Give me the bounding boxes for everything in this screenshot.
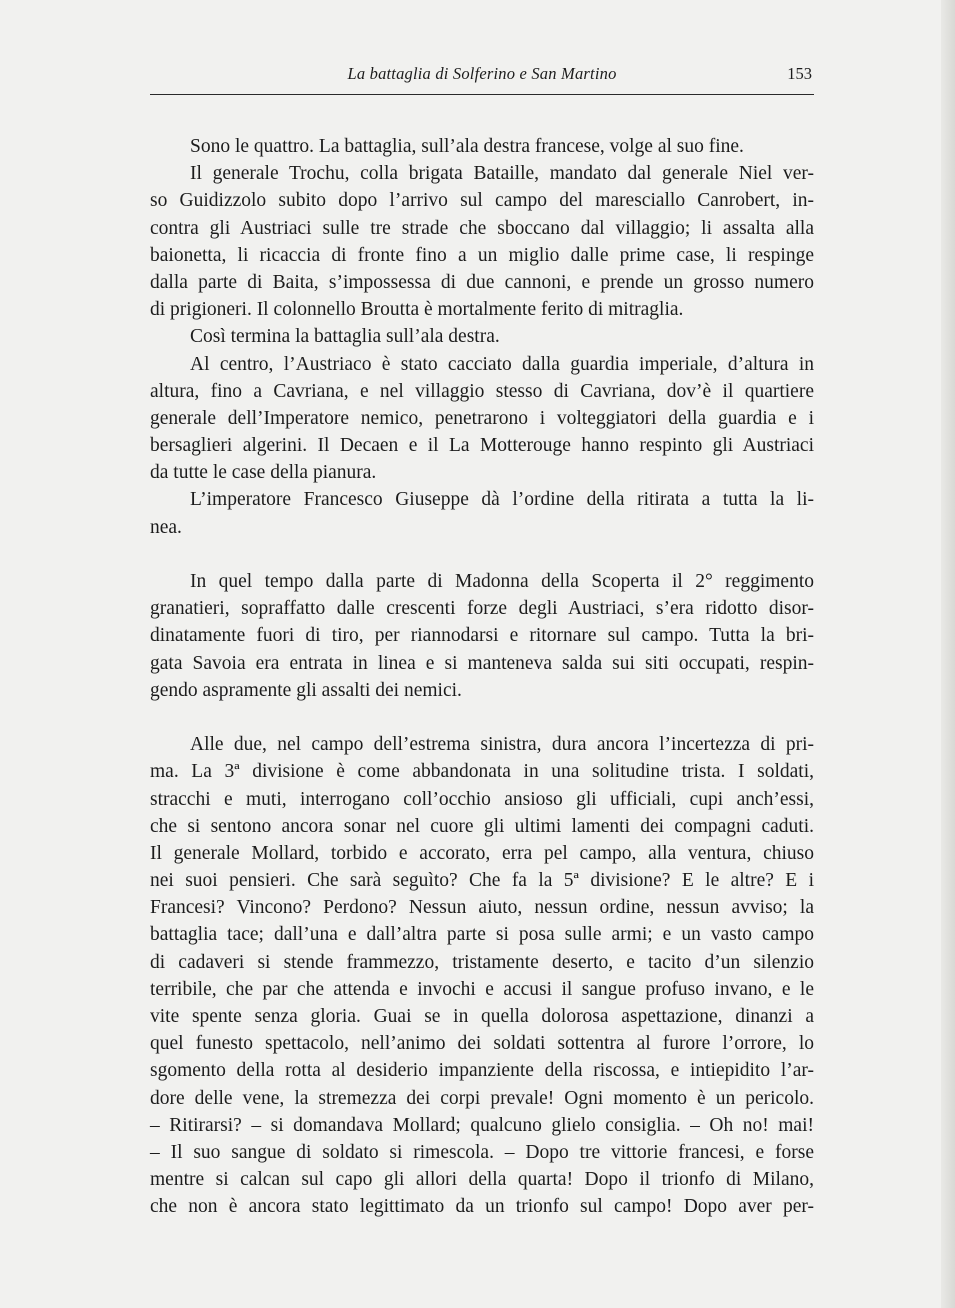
text-line: che si sentono ancora sonar nel cuore gli ultimi lamenti dei compagni caduti. — [150, 815, 814, 837]
text-line: sgomento della rotta al desiderio impanziente della riscossa, e intiepidito l’ar- — [150, 1060, 814, 1082]
text-line: Al centro, l’Austriaco è stato cacciato dalla guardia imperiale, d’altura in — [190, 353, 814, 375]
text-line: dalla parte di Baita, s’impossessa di due cannoni, e prende un grosso numero — [150, 271, 814, 293]
body-text — [150, 133, 814, 1221]
text-line: di prigioneri. Il colonnello Broutta è mortalmente ferito di mitraglia. — [150, 299, 684, 321]
scan-page-edge — [941, 0, 955, 1308]
text-line: ma. La 3ª divisione è come abbandonata in una solitudine trista. I soldati, — [150, 761, 814, 783]
text-line: L’imperatore Francesco Giuseppe dà l’ordine della ritirata a tutta la li- — [190, 489, 814, 511]
paragraph-gap — [150, 541, 814, 568]
text-line: granatieri, sopraffatto dalle crescenti forze degli Austriaci, s’era ridotto disor- — [150, 598, 814, 620]
text-line: bersaglieri algerini. Il Decaen e il La Motterouge hanno respinto gli Austriaci — [150, 435, 814, 457]
text-line: che non è ancora stato legittimato da un trionfo sul campo! Dopo aver per- — [150, 1196, 814, 1218]
text-line: battaglia tace; dall’una e dall’altra parte si posa sulle armi; e un vasto campo — [150, 924, 814, 946]
text-line: so Guidizzolo subito dopo l’arrivo sul campo del maresciallo Canrobert, in- — [150, 190, 814, 212]
text-line: – Il suo sangue di soldato si rimescola. – Dopo tre vittorie francesi, e forse — [150, 1141, 814, 1163]
text-line: contra gli Austriaci sulle tre strade che sboccano dal villaggio; li assalta alla — [150, 217, 814, 239]
running-title: La battaglia di Solferino e San Martino — [347, 64, 617, 83]
text-line: – Ritirarsi? – si domandava Mollard; qualcuno glielo consiglia. – Oh no! mai! — [150, 1114, 814, 1136]
text-line: Sono le quattro. La battaglia, sull’ala destra francese, volge al suo fine. — [190, 136, 744, 157]
text-line: gendo aspramente gli assalti dei nemici. — [150, 679, 462, 701]
text-line: gata Savoia era entrata in linea e si manteneva salda sui siti occupati, respin- — [150, 652, 814, 674]
text-line: da tutte le case della pianura. — [150, 462, 377, 484]
text-line: Alle due, nel campo dell’estrema sinistra, dura ancora l’incertezza di pri- — [190, 734, 814, 756]
text-line: terribile, che par che attenda e invochi e accusi il sangue profuso invano, e le — [150, 978, 814, 1000]
running-header — [150, 64, 814, 95]
text-line: quel funesto spettacolo, nell’animo dei soldati sottentra al furore l’orrore, lo — [150, 1033, 814, 1055]
text-line: Così termina la battaglia sull’ala destra. — [190, 326, 500, 348]
text-line: Francesi? Vincono? Perdono? Nessun aiuto, nessun ordine, nessun avviso; la — [150, 897, 814, 919]
text-line: di cadaveri si stende frammezzo, tristamente deserto, e tacito d’un silenzio — [150, 951, 814, 973]
text-line: In quel tempo dalla parte di Madonna della Scoperta il 2° reggimento — [190, 571, 814, 592]
text-line: nea. — [150, 516, 182, 538]
text-line: vite spente senza gloria. Guai se in quella dolorosa aspettazione, dinanzi a — [150, 1006, 814, 1027]
text-line: stracchi e muti, interrogano coll’occhio ansioso gli ufficiali, cupi anch’essi, — [150, 788, 814, 810]
text-line: dore delle vene, la stremezza dei corpi prevale! Ogni momento è un pericolo. — [150, 1087, 814, 1109]
page-number: 153 — [787, 64, 812, 83]
text-line: baionetta, li ricaccia di fronte fino a un miglio dalle prime case, li respinge — [150, 244, 814, 266]
paragraph-gap — [150, 704, 814, 731]
text-line: generale dell’Imperatore nemico, penetrarono i volteggiatori della guardia e i — [150, 407, 814, 429]
text-line: Il generale Trochu, colla brigata Bataille, mandato dal generale Niel ver- — [190, 163, 814, 185]
text-line: mentre si calcan sul capo gli allori della quarta! Dopo il trionfo di Milano, — [150, 1169, 814, 1191]
text-line: dinatamente fuori di tiro, per riannodarsi e ritornare sul campo. Tutta la bri- — [150, 625, 814, 647]
text-line: Il generale Mollard, torbido e accorato, erra pel campo, alla ventura, chiuso — [150, 842, 814, 864]
text-line: altura, fino a Cavriana, e nel villaggio stesso di Cavriana, dov’è il quartiere — [150, 380, 814, 402]
text-line: nei suoi pensieri. Che sarà seguìto? Che fa la 5ª divisione? E le altre? E i — [150, 870, 814, 892]
